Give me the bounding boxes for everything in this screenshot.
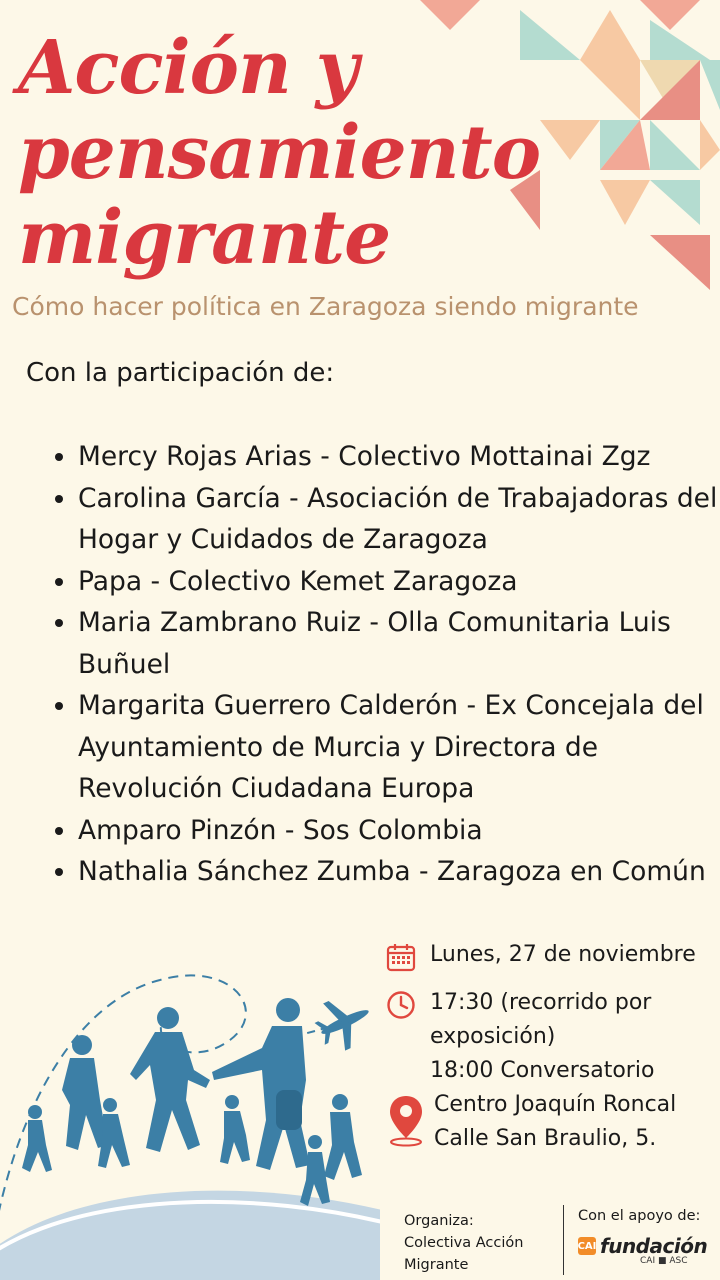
participant-item: • Maria Zambrano Ruiz - Olla Comunitaria Luis Buñuel [78,602,720,685]
fundacion-cai-logo [578,1234,718,1258]
organizer-name-line-1: Colectiva Acción [404,1235,524,1251]
logo-wordmark: fundación [600,1234,708,1258]
support-label: Con el apoyo de: [578,1208,701,1224]
event-subtitle: Cómo hacer política en Zaragoza siendo migrante [12,292,639,321]
support-block [578,1208,718,1266]
event-time-line-3: 18:00 Conversatorio [430,1058,655,1083]
location-pin-icon [386,1088,430,1148]
title-line-1: Acción y [18,25,358,111]
title-line-2: pensamiento [18,110,541,196]
event-time [430,986,716,1088]
participant-item: • Carolina García - Asociación de Trabajadoras del Hogar y Cuidados de Zaragoza [78,478,720,561]
participants-intro: Con la participación de: [26,358,335,388]
footer-divider [563,1205,564,1275]
event-date: Lunes, 27 de noviembre [430,942,696,967]
participant-item: • Papa - Colectivo Kemet Zaragoza [78,561,720,603]
event-title [18,26,540,281]
event-place-row [386,1088,716,1156]
participants-list [50,436,720,893]
event-time-line-2: exposición) [430,1024,556,1049]
participant-item: • Mercy Rojas Arias - Colectivo Mottainai Zgz [78,436,720,478]
airplane-icon [309,987,380,1057]
event-date-row [386,938,716,972]
title-line-3: migrante [18,195,391,281]
logo-subtext: CAI ■ ASC [640,1256,688,1266]
event-place-line-1: Centro Joaquín Roncal [434,1092,677,1117]
organizer-block [404,1210,523,1276]
logo-badge: CAI [578,1237,596,1255]
event-place [434,1088,716,1156]
migrants-globe-illustration [0,930,380,1280]
event-time-row [386,986,716,1088]
organizer-name-line-2: Migrante [404,1257,469,1273]
participant-item: • Amparo Pinzón - Sos Colombia [78,810,720,852]
event-place-line-2: Calle San Braulio, 5. [434,1126,657,1151]
event-time-line-1: 17:30 (recorrido por [430,990,652,1015]
calendar-icon [386,938,430,972]
clock-icon [386,986,430,1020]
event-details [386,938,716,1156]
organizer-label: Organiza: [404,1213,474,1229]
participant-item: • Nathalia Sánchez Zumba - Zaragoza en Común [78,851,720,893]
participant-item: • Margarita Guerrero Calderón - Ex Concejala del Ayuntamiento de Murcia y Directora de Revolución Ciudadana Europa [78,685,720,810]
